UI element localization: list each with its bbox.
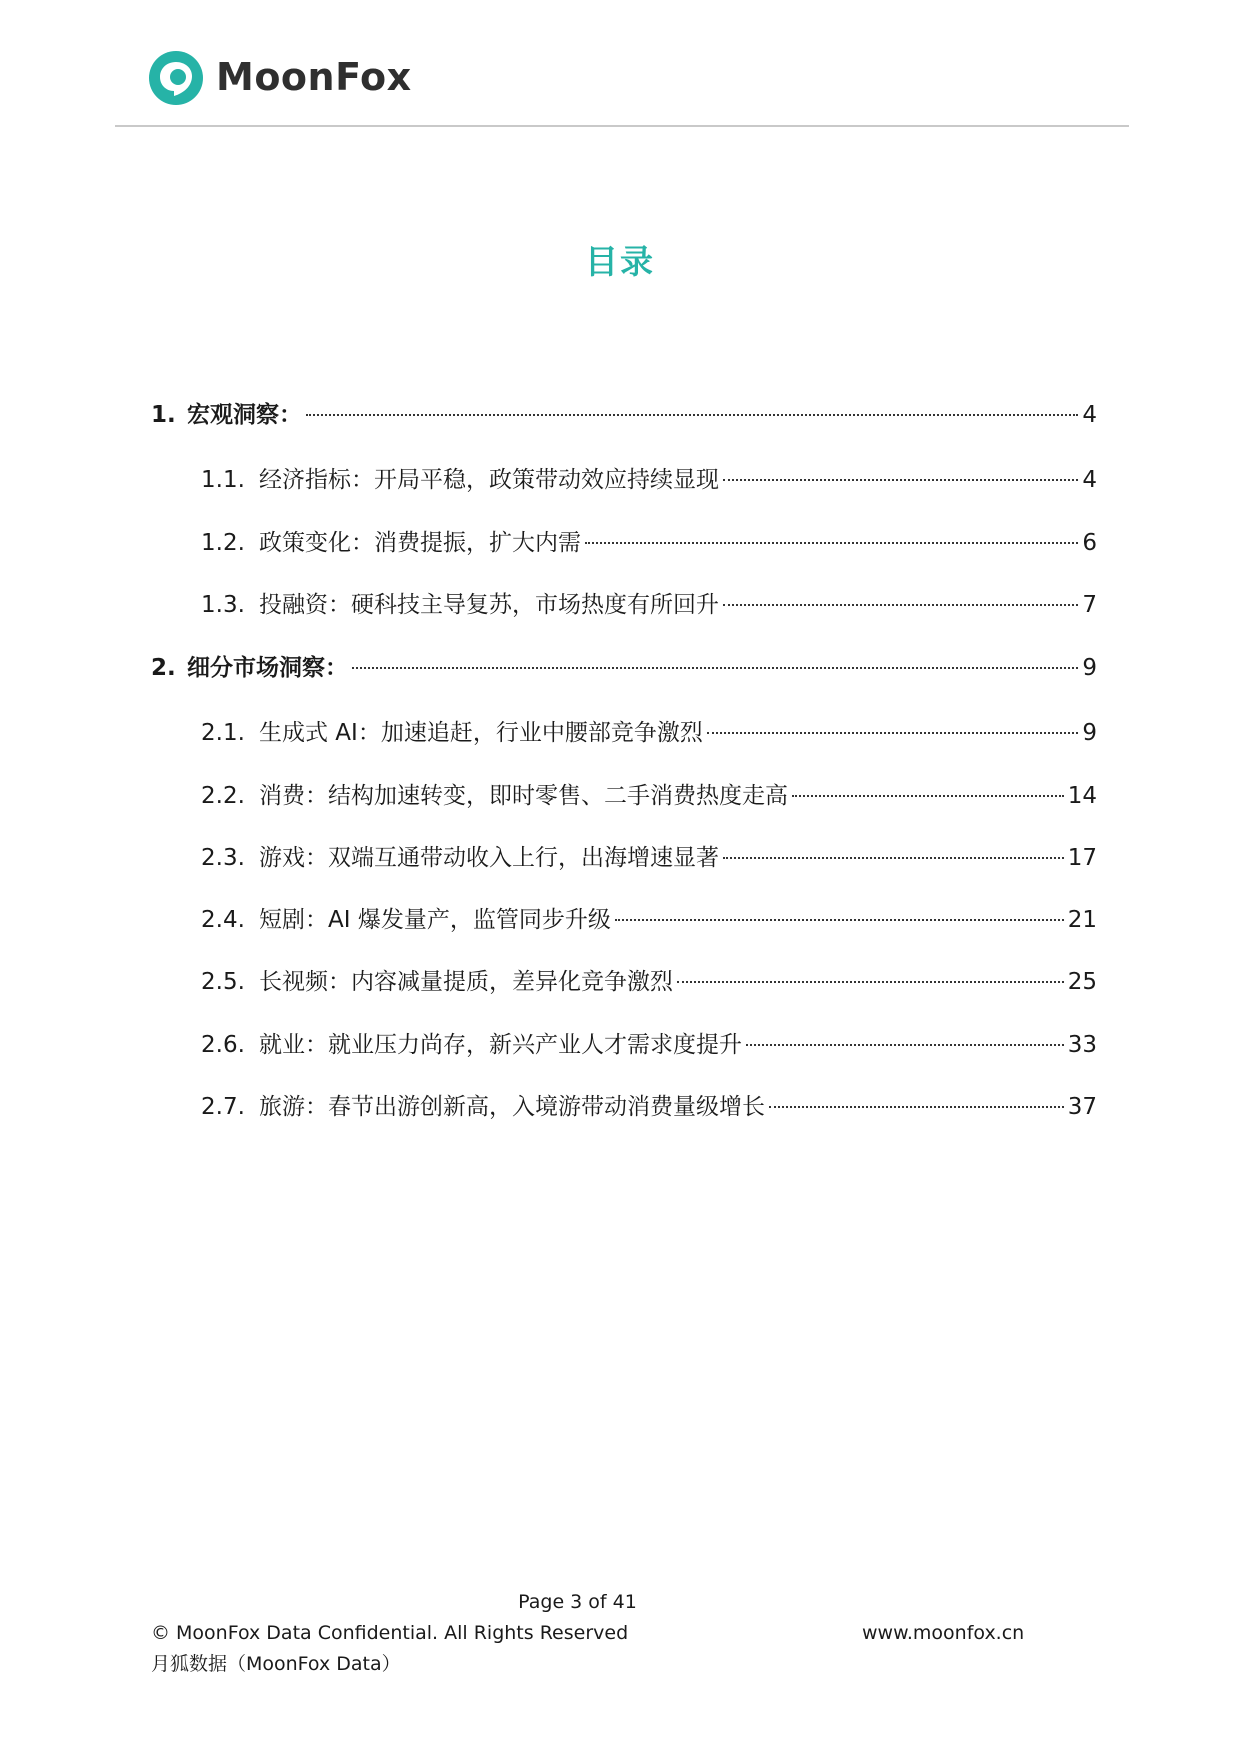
toc-entry-page: 14 bbox=[1067, 783, 1097, 809]
toc-entry-number: 2.2. bbox=[201, 783, 245, 809]
company-name: 月狐数据（MoonFox Data） bbox=[151, 1653, 401, 1675]
toc-entry[interactable] bbox=[201, 840, 1097, 876]
toc-dot-leader bbox=[306, 414, 1078, 416]
page-header bbox=[0, 0, 1240, 128]
toc-entry-title: 生成式 AI：加速追赶，行业中腰部竞争激烈 bbox=[259, 720, 703, 746]
toc-entry-number: 2.6. bbox=[201, 1032, 245, 1058]
toc-entry-number: 2.4. bbox=[201, 907, 245, 933]
toc-entry-number: 1. bbox=[151, 402, 176, 428]
toc-entry-page: 9 bbox=[1082, 655, 1097, 681]
moonfox-logo-icon bbox=[147, 49, 205, 107]
toc-entry-title: 投融资：硬科技主导复苏，市场热度有所回升 bbox=[259, 592, 719, 618]
toc-entry-number: 2.7. bbox=[201, 1094, 245, 1120]
toc-entry-number: 2.1. bbox=[201, 720, 245, 746]
toc-dot-leader bbox=[792, 795, 1064, 797]
page-number: Page 3 of 41 bbox=[518, 1591, 637, 1613]
toc-dot-leader bbox=[723, 604, 1078, 606]
toc-entry-page: 4 bbox=[1082, 402, 1097, 428]
toc-entry-page: 21 bbox=[1067, 907, 1097, 933]
toc-entry[interactable] bbox=[201, 964, 1097, 1000]
toc-entry[interactable] bbox=[201, 1089, 1097, 1125]
website-link[interactable]: www.moonfox.cn bbox=[862, 1622, 1025, 1644]
toc-dot-leader bbox=[352, 667, 1078, 669]
toc-entry-page: 37 bbox=[1067, 1094, 1097, 1120]
toc-entry-number: 2. bbox=[151, 655, 176, 681]
toc-dot-leader bbox=[746, 1044, 1064, 1046]
toc-entry-title: 细分市场洞察： bbox=[187, 655, 348, 681]
toc-entry-page: 17 bbox=[1067, 845, 1097, 871]
toc-entry-title: 游戏：双端互通带动收入上行，出海增速显著 bbox=[259, 845, 719, 871]
toc-entry[interactable] bbox=[201, 525, 1097, 561]
toc-entry[interactable] bbox=[201, 778, 1097, 814]
toc-dot-leader bbox=[723, 479, 1078, 481]
toc-dot-leader bbox=[707, 732, 1079, 734]
toc-dot-leader bbox=[677, 981, 1064, 983]
toc-entry-page: 33 bbox=[1067, 1032, 1097, 1058]
toc-dot-leader bbox=[769, 1106, 1064, 1108]
header-divider bbox=[115, 125, 1129, 127]
toc-entry-number: 1.3. bbox=[201, 592, 245, 618]
toc-entry[interactable] bbox=[151, 650, 1097, 686]
toc-entry[interactable] bbox=[151, 397, 1097, 433]
toc-entry-title: 宏观洞察： bbox=[187, 402, 302, 428]
toc-entry-page: 7 bbox=[1082, 592, 1097, 618]
toc-entry-title: 旅游：春节出游创新高，入境游带动消费量级增长 bbox=[259, 1094, 765, 1120]
toc-entry-page: 25 bbox=[1067, 969, 1097, 995]
toc-dot-leader bbox=[723, 857, 1064, 859]
toc-entry-page: 6 bbox=[1082, 530, 1097, 556]
toc-entry-title: 就业：就业压力尚存，新兴产业人才需求度提升 bbox=[259, 1032, 742, 1058]
toc-entry-title: 短剧：AI 爆发量产，监管同步升级 bbox=[259, 907, 611, 933]
toc-title: 目录 bbox=[585, 242, 655, 281]
toc-entry-title: 长视频：内容减量提质，差异化竞争激烈 bbox=[259, 969, 673, 995]
toc-entry[interactable] bbox=[201, 462, 1097, 498]
toc-entry-page: 4 bbox=[1082, 467, 1097, 493]
toc-entry-title: 政策变化：消费提振，扩大内需 bbox=[259, 530, 581, 556]
toc-entry-number: 2.5. bbox=[201, 969, 245, 995]
brand-name: MoonFox bbox=[216, 55, 412, 99]
toc-entry-number: 1.1. bbox=[201, 467, 245, 493]
toc-dot-leader bbox=[585, 542, 1078, 544]
toc-entry-title: 经济指标：开局平稳，政策带动效应持续显现 bbox=[259, 467, 719, 493]
toc-entry-title: 消费：结构加速转变，即时零售、二手消费热度走高 bbox=[259, 783, 788, 809]
toc-entry-page: 9 bbox=[1082, 720, 1097, 746]
toc-entry[interactable] bbox=[201, 902, 1097, 938]
toc-entry[interactable] bbox=[201, 1027, 1097, 1063]
toc-entry-number: 1.2. bbox=[201, 530, 245, 556]
toc-dot-leader bbox=[615, 919, 1064, 921]
toc-entry[interactable] bbox=[201, 587, 1097, 623]
toc-entry[interactable] bbox=[201, 715, 1097, 751]
toc-entry-number: 2.3. bbox=[201, 845, 245, 871]
copyright-notice: © MoonFox Data Confidential. All Rights Reserved bbox=[151, 1622, 629, 1644]
